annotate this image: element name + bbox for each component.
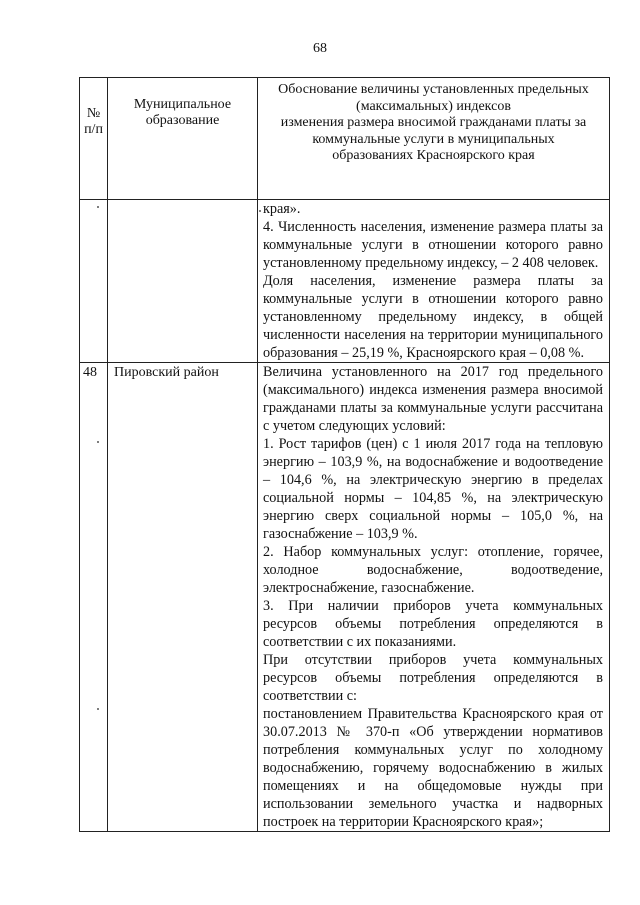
paragraph: При отсутствии приборов учета коммунальных ресурсов объемы потребления определяются в соответствии с: [263, 652, 603, 704]
header-justification-line: коммунальные услуги в муниципальных [312, 131, 555, 147]
header-number-line: № [86, 106, 101, 121]
page-number: 68 [313, 41, 327, 56]
row-justification-cell [258, 200, 610, 363]
table-row [80, 200, 610, 363]
scan-speck [97, 441, 99, 443]
paragraph: 3. При наличии приборов учета коммунальных ресурсов объемы потребления определяются в соответствии с их показаниями. [263, 598, 603, 650]
table-header-row [80, 78, 610, 200]
row-municipality-cell: Пировский район [108, 363, 258, 832]
row-number-cell: 48 [80, 363, 108, 832]
header-municipality-line: Муниципальное [133, 97, 232, 112]
paragraph: 4. Численность населения, изменение размера платы за коммунальные услуги в отношении которого равно установленному предельному индексу, – 2 408 человек. [263, 219, 603, 271]
paragraph: 1. Рост тарифов (цен) с 1 июля 2017 года на тепловую энергию – 103,9 %, на водоснабжение и водоотведение – 104,6 %, на электрическую энергию в пределах социальной нормы – 104,85 %, на электрическую энергию сверх социальной нормы – 105,0 %, на газоснабжение – 103,9 %. [263, 436, 603, 542]
header-justification-cell [258, 78, 610, 200]
row-municipality-cell [108, 200, 258, 363]
paragraph: постановлением Правительства Красноярского края от 30.07.2013 № 370-п «Об утверждении нормативов потребления коммунальных услуг по холодному водоснабжению, горячему водоснабжению в жилых помещениях и на общедомовые нужды при использовании земельного участка и надворных построек на территории Красноярского края»; [263, 706, 603, 830]
header-municipality-cell [108, 78, 258, 200]
paragraph: края». [263, 201, 301, 217]
header-justification-line: (максимальных) индексов [356, 98, 511, 114]
header-justification-line: изменения размера вносимой гражданами платы за [280, 115, 587, 131]
header-justification-line: Обоснование величины установленных предельных [278, 82, 589, 97]
scan-speck [97, 206, 99, 208]
scan-speck [259, 210, 261, 212]
row-number-cell [80, 200, 108, 363]
paragraph: 2. Набор коммунальных услуг: отопление, горячее, холодное водоснабжение, водоотведение, электроснабжение, газоснабжение. [263, 544, 603, 596]
header-number-cell [80, 78, 108, 200]
row-justification-cell [258, 363, 610, 832]
paragraph: Доля населения, изменение размера платы за коммунальные услуги в отношении которого равно установленному предельному индексу, в общей численности населения на территории муниципального образования – 25,19 %, Красноярского края – 0,08 %. [263, 273, 603, 361]
paragraph: Величина установленного на 2017 год предельного (максимального) индекса изменения размера вносимой гражданами платы за коммунальные услуги рассчитана с учетом следующих условий: [263, 364, 603, 434]
header-municipality-line: образование [145, 113, 220, 128]
header-justification-line: образованиях Красноярского края [332, 148, 535, 164]
scan-speck [97, 708, 99, 710]
indices-justification-table [79, 77, 610, 832]
table-row [80, 363, 610, 832]
header-number-line: п/п [84, 122, 103, 137]
